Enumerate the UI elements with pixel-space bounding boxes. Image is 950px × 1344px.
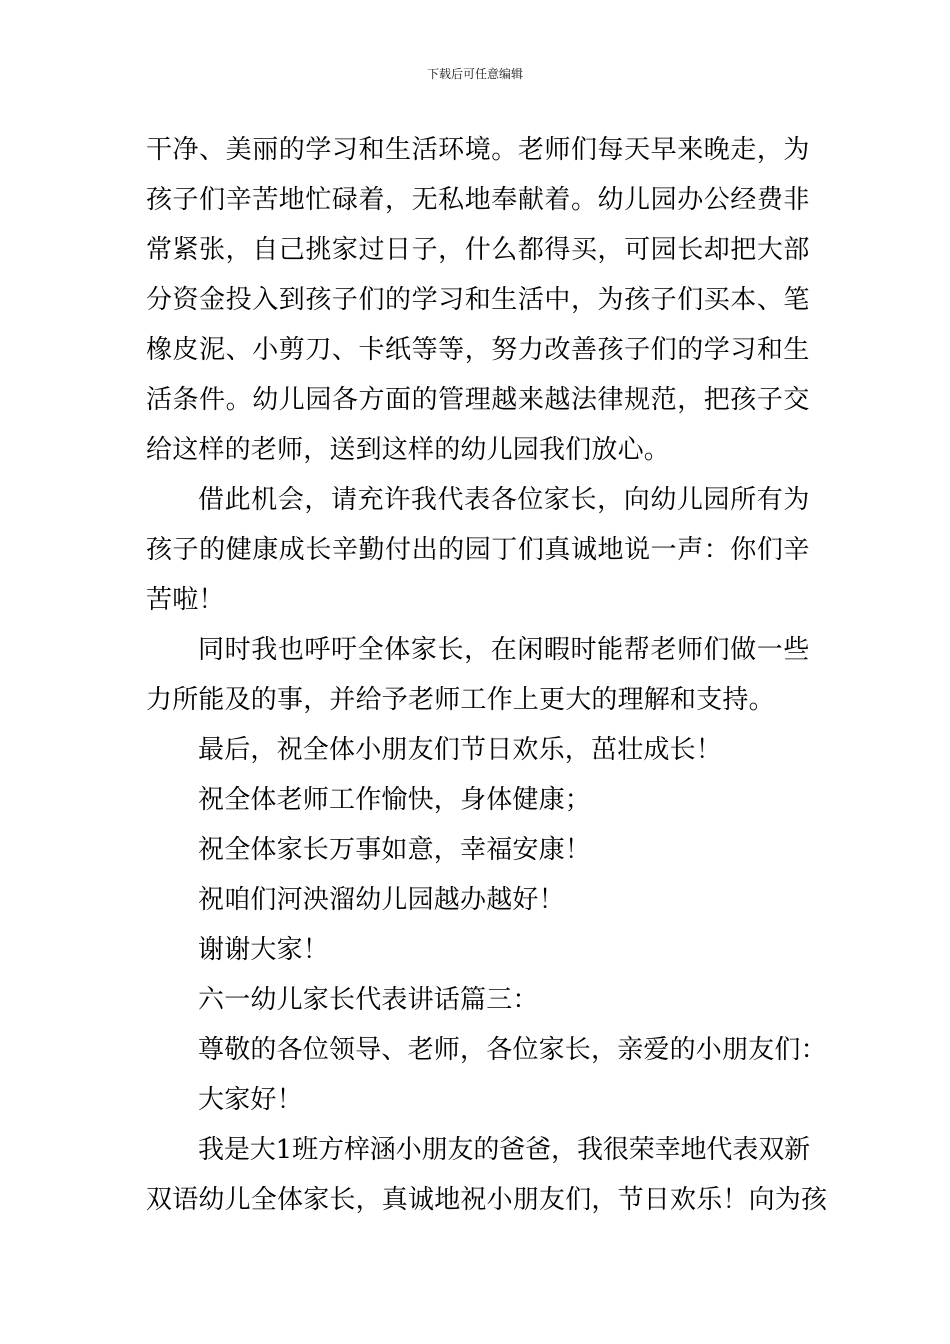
text-line: 给这样的老师，送到这样的幼儿园我们放心。 <box>146 435 671 465</box>
greeting: 大家好！ <box>198 1085 303 1115</box>
section-heading: 六一幼儿家长代表讲话篇三： <box>198 985 539 1015</box>
text-line: 干净、美丽的学习和生活环境。老师们每天早来晚走，为 <box>146 135 810 165</box>
text-line: 分资金投入到孩子们的学习和生活中，为孩子们买本、笔 <box>146 285 810 315</box>
paragraph-first-line: 借此机会，请充许我代表各位家长，向幼儿园所有为 <box>198 485 810 515</box>
text-line: 活条件。幼儿园各方面的管理越来越法律规范，把孩子交 <box>146 385 810 415</box>
salutation: 尊敬的各位领导、老师，各位家长，亲爱的小朋友们： <box>198 1035 827 1065</box>
paragraph-first-line: 祝咱们河泱溜幼儿园越办越好！ <box>198 885 565 915</box>
text-line: 橡皮泥、小剪刀、卡纸等等，努力改善孩子们的学习和生 <box>146 335 810 365</box>
paragraph-first-line: 最后，祝全体小朋友们节日欢乐，茁壮成长！ <box>198 735 723 765</box>
text-line: 孩子们辛苦地忙碌着，无私地奉献着。幼儿园办公经费非 <box>146 185 810 215</box>
paragraph-first-line: 谢谢大家！ <box>198 935 330 965</box>
paragraph-first-line: 祝全体老师工作愉快，身体健康； <box>198 785 592 815</box>
paragraph-first-line: 同时我也呼吁全体家长，在闲暇时能帮老师们做一些 <box>198 635 810 665</box>
paragraph-first-line: 祝全体家长万事如意，幸福安康！ <box>198 835 592 865</box>
text-line: 苦啦！ <box>146 585 225 615</box>
text-line: 力所能及的事，并给予老师工作上更大的理解和支持。 <box>146 685 775 715</box>
paragraph-first-line: 我是大1班方梓涵小朋友的爸爸，我很荣幸地代表双新 <box>198 1135 810 1165</box>
text-line: 孩子的健康成长辛勤付出的园丁们真诚地说一声：你们辛 <box>146 535 810 565</box>
body-text <box>146 125 828 1225</box>
text-line: 常紧张，自己挑家过日子，什么都得买，可园长却把大部 <box>146 235 810 265</box>
page-header: 下载后可任意编辑 <box>426 67 523 81</box>
text-line: 双语幼儿全体家长，真诚地祝小朋友们，节日欢乐！向为孩 <box>146 1185 828 1215</box>
